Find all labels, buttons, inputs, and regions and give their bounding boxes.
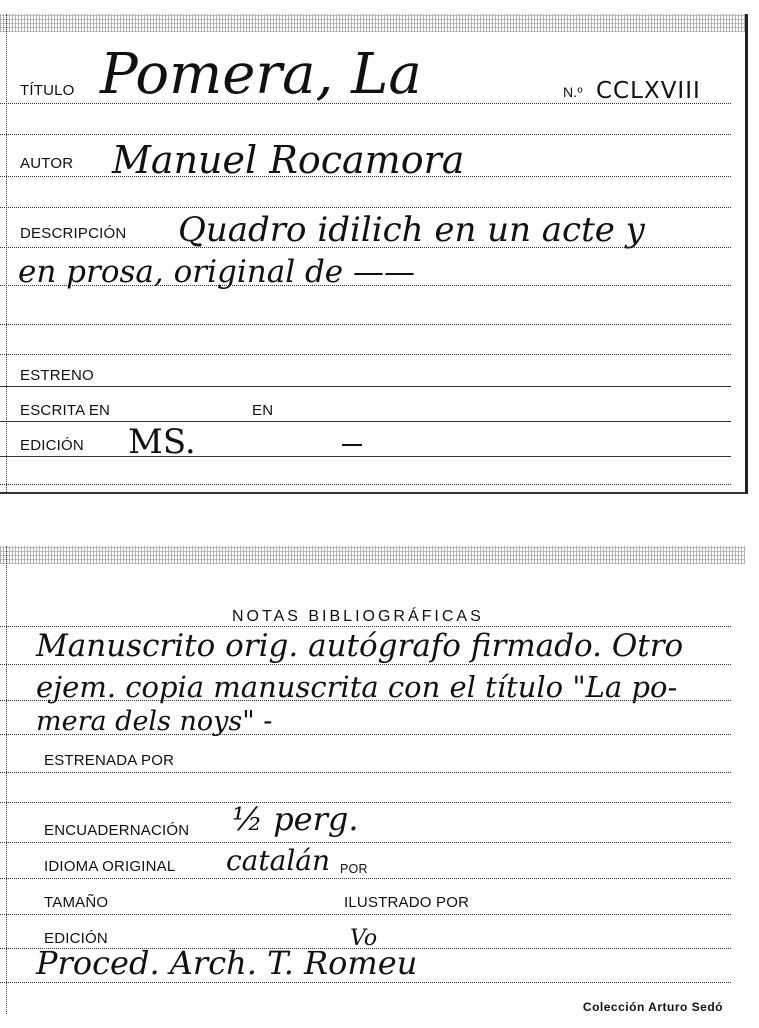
- titulo-label: TÍTULO: [20, 82, 75, 99]
- escrita-en-rule: [0, 421, 731, 422]
- margin-dotted-line: [6, 546, 7, 1014]
- encuadernacion-rule: [0, 842, 731, 843]
- titulo-rule: [0, 103, 731, 104]
- procedencia-note: Proced. Arch. T. Romeu: [36, 944, 418, 982]
- blank-rule: [0, 207, 731, 208]
- heading-rule: [0, 626, 731, 627]
- estrenada-por-label: ESTRENADA POR: [44, 752, 175, 769]
- encuadernacion-value: ½ perg.: [232, 800, 359, 838]
- encuadernacion-label: ENCUADERNACIÓN: [44, 822, 190, 839]
- descripcion-rule-1: [0, 247, 731, 248]
- edicion-value: MS.: [128, 422, 196, 462]
- descripcion-line1: Quadro idilich en un acte y: [178, 210, 645, 250]
- pen-mark: [342, 444, 362, 446]
- descripcion-line2: en prosa, original de ——: [18, 254, 416, 290]
- titulo-value: Pomera, La: [100, 42, 422, 107]
- estrenada-rule: [0, 772, 731, 773]
- numero-prefix: N.º: [563, 84, 583, 100]
- autor-label: AUTOR: [20, 155, 74, 172]
- estreno-label: ESTRENO: [20, 367, 94, 384]
- descripcion-label: DESCRIPCIÓN: [20, 225, 127, 242]
- descripcion-rule-2: [0, 285, 731, 286]
- notas-heading: NOTAS BIBLIOGRÁFICAS: [232, 608, 484, 625]
- edicion-rule: [0, 456, 731, 457]
- blank-rule: [0, 802, 731, 803]
- idioma-original-label: IDIOMA ORIGINAL: [44, 858, 176, 875]
- edicion-label-back: EDICIÓN: [44, 930, 108, 947]
- torn-edge: [0, 14, 745, 32]
- ilustrado-por-label: ILUSTRADO POR: [344, 894, 470, 911]
- tamano-label: TAMAÑO: [44, 894, 109, 911]
- escrita-en-label: ESCRITA EN: [20, 402, 111, 419]
- notes-rule-1: [0, 664, 731, 665]
- descripcion-rule-4: [0, 354, 731, 355]
- collection-footer: Colección Arturo Sedó: [582, 1000, 723, 1014]
- procedencia-rule: [0, 982, 731, 983]
- notes-rule-3: [0, 734, 731, 735]
- blank-rule: [0, 134, 731, 135]
- notes-line-2: ejem. copia manuscrita con el título "La po-: [36, 670, 678, 704]
- torn-edge: [0, 546, 745, 564]
- catalog-card-back: [0, 546, 745, 1014]
- autor-rule: [0, 176, 731, 177]
- catalog-card-front: [0, 14, 748, 494]
- tamano-rule: [0, 914, 731, 915]
- por-label: POR: [340, 862, 368, 876]
- edicion-label: EDICIÓN: [20, 437, 84, 454]
- edicion-value-back: Vo: [350, 926, 378, 951]
- numero-value: CCLXVIII: [596, 78, 701, 104]
- idioma-original-value: catalán: [226, 844, 331, 877]
- bottom-dotted-rule: [0, 484, 731, 485]
- descripcion-rule-3: [0, 324, 731, 325]
- idioma-rule: [0, 878, 731, 879]
- notes-line-1: Manuscrito orig. autógrafo firmado. Otro: [36, 628, 684, 664]
- notes-rule-2: [0, 700, 731, 701]
- autor-value: Manuel Rocamora: [112, 138, 465, 182]
- notes-line-3: mera dels noys" -: [36, 706, 273, 737]
- en-label: EN: [252, 402, 274, 419]
- estreno-rule: [0, 386, 731, 387]
